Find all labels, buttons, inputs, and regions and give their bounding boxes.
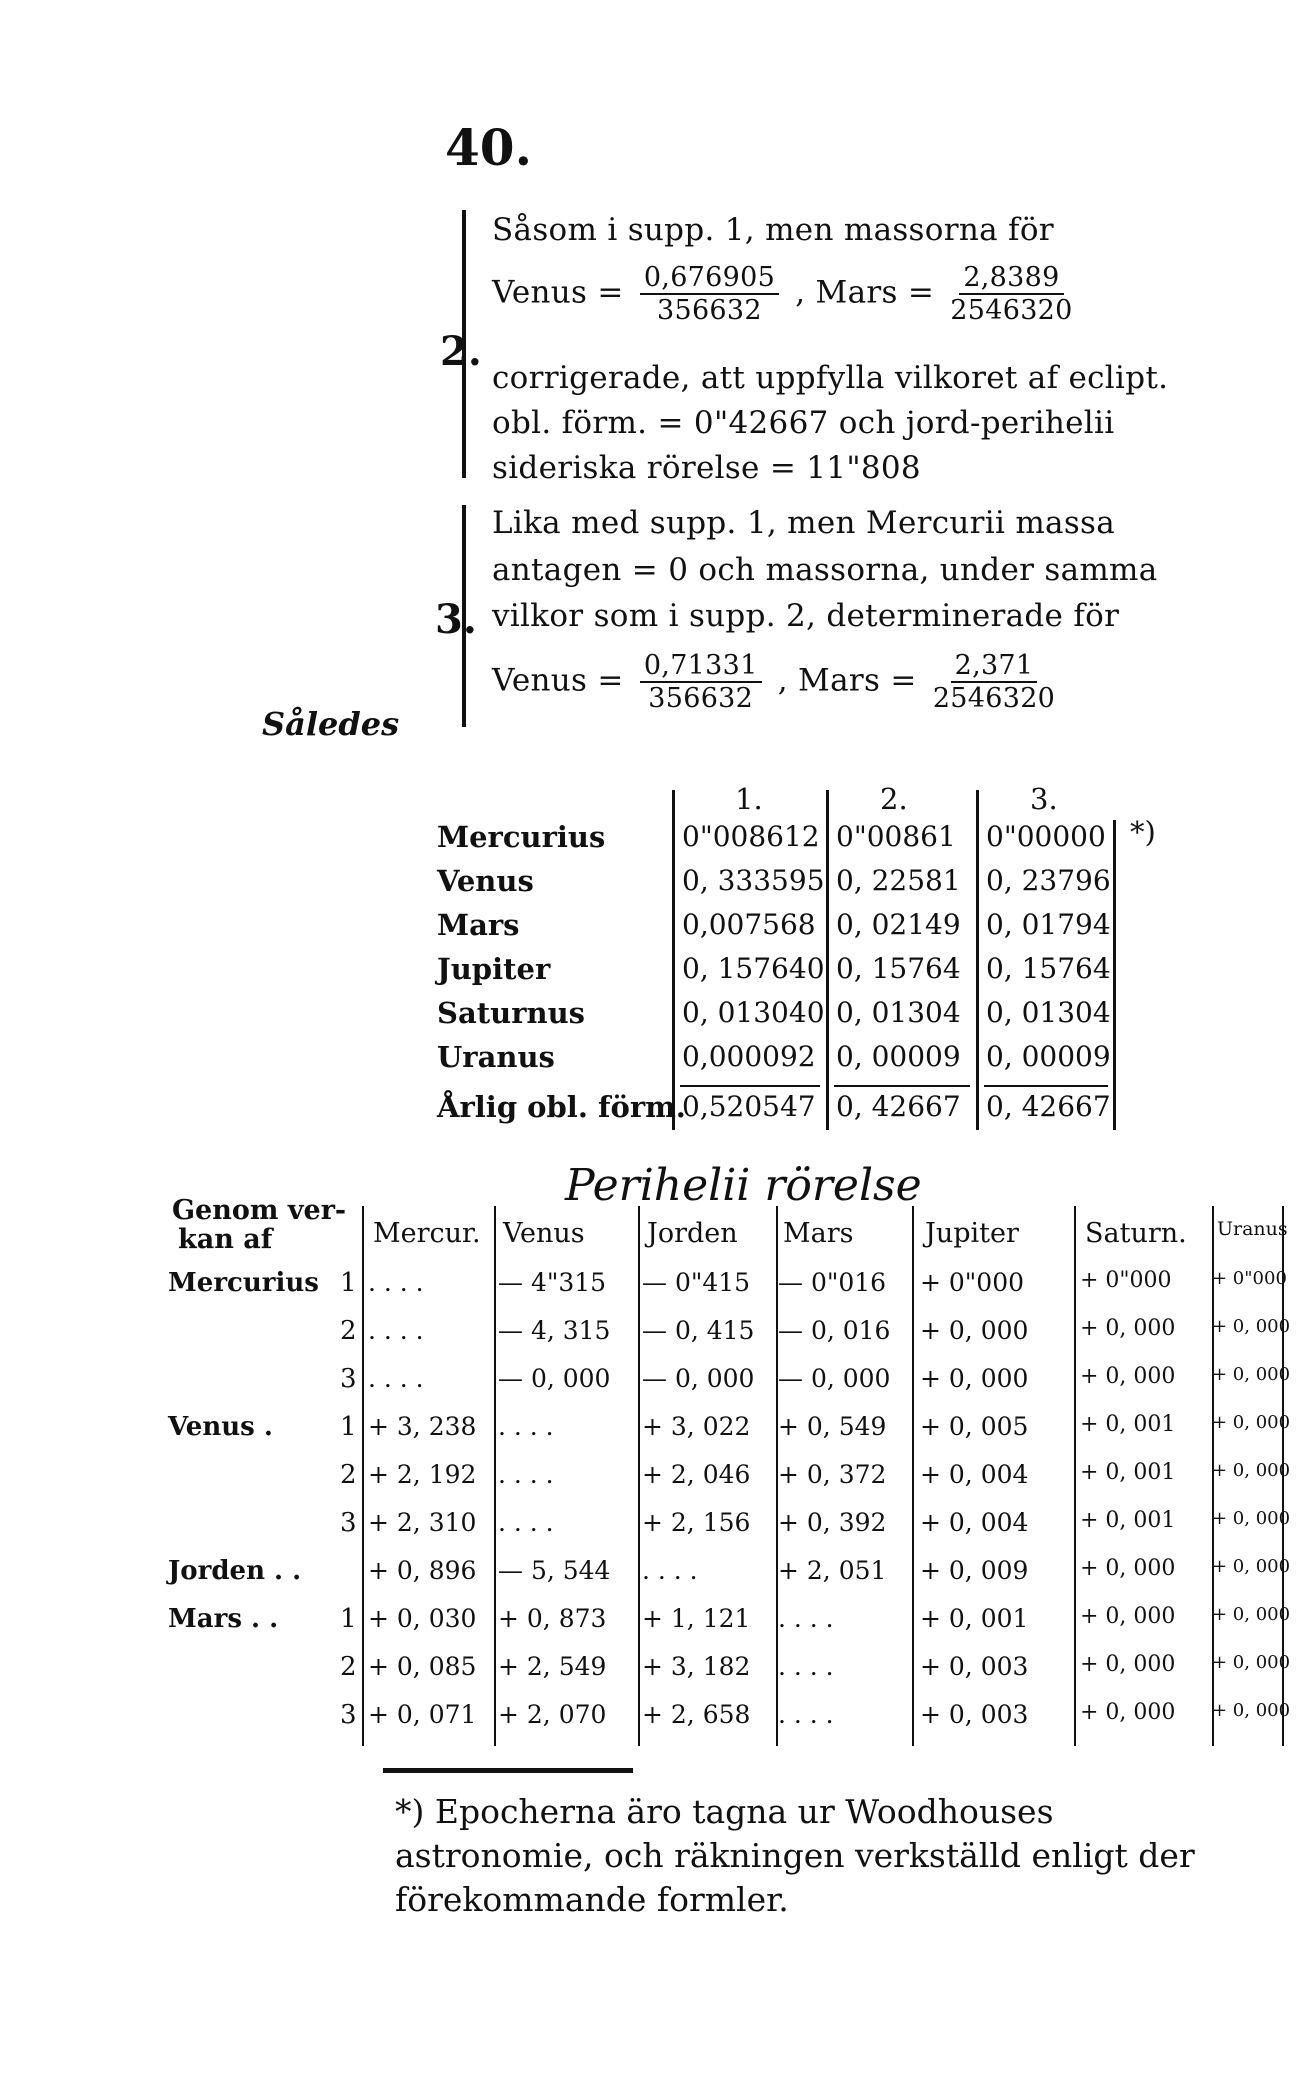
perihelion-col-header: Saturn. bbox=[1085, 1218, 1187, 1249]
masses-cell: 0, 42667 bbox=[836, 1090, 961, 1123]
perihelion-row-group: Mercurius bbox=[168, 1268, 319, 1298]
perihelion-cell: + 0, 005 bbox=[920, 1412, 1029, 1441]
block-2-line-3: corrigerade, att uppfylla vilkoret af eclipt. bbox=[492, 360, 1169, 396]
block-3-label: 3. bbox=[435, 596, 477, 643]
masses-cell: 0, 00009 bbox=[836, 1040, 961, 1073]
perihelion-cell: + 2, 549 bbox=[498, 1652, 607, 1681]
perihelion-cell: + 0, 000 bbox=[1212, 1604, 1291, 1625]
masses-cell: 0, 22581 bbox=[836, 864, 961, 897]
perihelion-cell: + 0, 000 bbox=[1212, 1460, 1291, 1481]
equals-sign: = bbox=[597, 662, 624, 699]
perihelion-cell: — 0"415 bbox=[642, 1268, 751, 1297]
perihelion-rule bbox=[1074, 1206, 1076, 1746]
perihelion-row-sub: 3 bbox=[340, 1508, 357, 1538]
block-2-label: 2. bbox=[440, 328, 482, 375]
perihelion-cell: + 0, 000 bbox=[1080, 1316, 1176, 1341]
perihelion-cell: + 0, 000 bbox=[920, 1364, 1029, 1393]
perihelion-cell: + 0, 000 bbox=[920, 1316, 1029, 1345]
block-2-line-4: obl. förm. = 0"42667 och jord-perihelii bbox=[492, 405, 1115, 441]
masses-cell: 0,000092 bbox=[682, 1040, 816, 1073]
perihelion-rule bbox=[912, 1206, 914, 1746]
masses-cell: 0"00861 bbox=[836, 820, 956, 853]
perihelion-col-header: Jupiter bbox=[925, 1218, 1019, 1249]
perihelion-cell: + 0, 001 bbox=[920, 1604, 1029, 1633]
perihelion-cell: + 0, 000 bbox=[1212, 1700, 1291, 1721]
masses-cell: 0"008612 bbox=[682, 820, 820, 853]
perihelion-row-group: Mars . . bbox=[168, 1604, 279, 1634]
perihelion-cell: . . . . bbox=[778, 1604, 834, 1633]
masses-cell: 0, 42667 bbox=[986, 1090, 1111, 1123]
perihelion-cell: + 0, 000 bbox=[1080, 1700, 1176, 1725]
corner-label-2: kan af bbox=[178, 1224, 273, 1255]
perihelion-cell: + 0, 000 bbox=[1212, 1652, 1291, 1673]
perihelion-rule bbox=[638, 1206, 640, 1746]
perihelion-cell: + 0, 000 bbox=[1212, 1364, 1291, 1385]
perihelion-cell: + 2, 156 bbox=[642, 1508, 751, 1537]
venus-denominator: 356632 bbox=[648, 683, 754, 714]
masses-row-label: Venus bbox=[437, 864, 534, 898]
perihelion-cell: . . . . bbox=[368, 1364, 424, 1393]
perihelion-cell: + 0, 549 bbox=[778, 1412, 887, 1441]
block-2-line-5: sideriska rörelse = 11"808 bbox=[492, 450, 921, 486]
equals-sign: = bbox=[597, 274, 624, 311]
perihelion-cell: + 0, 001 bbox=[1080, 1508, 1176, 1533]
masses-cell: 0, 15764 bbox=[986, 952, 1111, 985]
masses-cell: 0, 02149 bbox=[836, 908, 961, 941]
perihelion-cell: + 0, 071 bbox=[368, 1700, 477, 1729]
perihelion-cell: + 0, 000 bbox=[1212, 1316, 1291, 1337]
perihelion-cell: — 4, 315 bbox=[498, 1316, 611, 1345]
page-number: 40. bbox=[445, 118, 532, 177]
perihelion-cell: . . . . bbox=[498, 1460, 554, 1489]
venus-numerator: 0,676905 bbox=[640, 262, 779, 295]
perihelion-cell: + 0"000 bbox=[1080, 1268, 1172, 1293]
mars-word: , Mars bbox=[777, 662, 881, 699]
masses-row-label: Jupiter bbox=[437, 952, 551, 986]
masses-row-label: Uranus bbox=[437, 1040, 555, 1074]
perihelion-cell: + 0, 000 bbox=[1080, 1604, 1176, 1629]
perihelion-row-sub: 3 bbox=[340, 1700, 357, 1730]
perihelion-cell: . . . . bbox=[642, 1556, 698, 1585]
perihelion-cell: . . . . bbox=[778, 1700, 834, 1729]
perihelion-cell: + 0, 000 bbox=[1080, 1364, 1176, 1389]
perihelion-cell: + 2, 070 bbox=[498, 1700, 607, 1729]
perihelion-row-sub: 1 bbox=[340, 1268, 357, 1298]
footnote: *) Epocherna äro tagna ur Woodhouses astronomie, och räkningen verkställd enligt der förekommande formler. bbox=[395, 1792, 1195, 1919]
masses-row-label: Mercurius bbox=[437, 820, 606, 854]
perihelion-cell: + 0, 030 bbox=[368, 1604, 477, 1633]
masses-col-header: 2. bbox=[880, 782, 908, 816]
perihelion-cell: + 2, 310 bbox=[368, 1508, 477, 1537]
footnote-marker: *) bbox=[1130, 815, 1156, 849]
perihelion-row-sub: 3 bbox=[340, 1364, 357, 1394]
perihelion-title: Perihelii rörelse bbox=[565, 1160, 922, 1211]
mars-numerator: 2,371 bbox=[951, 650, 1038, 683]
perihelion-cell: + 3, 182 bbox=[642, 1652, 751, 1681]
block-2-line-1: Såsom i supp. 1, men massorna för bbox=[492, 212, 1054, 248]
perihelion-cell: + 0, 085 bbox=[368, 1652, 477, 1681]
venus-word: Venus bbox=[492, 662, 588, 699]
venus-numerator: 0,71331 bbox=[640, 650, 762, 683]
equals-sign: = bbox=[907, 274, 935, 311]
perihelion-cell: + 0, 001 bbox=[1080, 1412, 1176, 1437]
masses-cell: 0, 333595 bbox=[682, 864, 825, 897]
perihelion-col-header: Jorden bbox=[647, 1218, 738, 1249]
perihelion-cell: + 0, 004 bbox=[920, 1508, 1029, 1537]
perihelion-cell: + 2, 046 bbox=[642, 1460, 751, 1489]
masses-row-label: Saturnus bbox=[437, 996, 585, 1030]
masses-cell: 0, 01794 bbox=[986, 908, 1111, 941]
perihelion-rule bbox=[494, 1206, 496, 1746]
masses-col-header: 1. bbox=[735, 782, 763, 816]
perihelion-row-sub: 1 bbox=[340, 1412, 357, 1442]
perihelion-cell: + 0, 003 bbox=[920, 1652, 1029, 1681]
masses-row-label: Mars bbox=[437, 908, 520, 942]
perihelion-row-sub: 1 bbox=[340, 1604, 357, 1634]
perihelion-cell: + 0, 392 bbox=[778, 1508, 887, 1537]
perihelion-cell: . . . . bbox=[498, 1412, 554, 1441]
masses-cell: 0, 01304 bbox=[986, 996, 1111, 1029]
venus-word: Venus bbox=[492, 274, 588, 311]
masses-cell: 0, 157640 bbox=[682, 952, 825, 985]
perihelion-cell: + 3, 238 bbox=[368, 1412, 477, 1441]
perihelion-cell: . . . . bbox=[368, 1268, 424, 1297]
side-label: Således bbox=[262, 705, 400, 743]
perihelion-row-group: Venus . bbox=[168, 1412, 273, 1442]
perihelion-row-sub: 2 bbox=[340, 1652, 357, 1682]
masses-cell: 0, 00009 bbox=[986, 1040, 1111, 1073]
perihelion-cell: + 2, 192 bbox=[368, 1460, 477, 1489]
perihelion-cell: — 0"016 bbox=[778, 1268, 887, 1297]
venus-denominator: 356632 bbox=[657, 295, 762, 326]
perihelion-cell: . . . . bbox=[368, 1316, 424, 1345]
footnote-rule bbox=[383, 1768, 633, 1773]
perihelion-col-header: Mars bbox=[783, 1218, 854, 1249]
perihelion-cell: — 5, 544 bbox=[498, 1556, 611, 1585]
perihelion-cell: — 0, 016 bbox=[778, 1316, 891, 1345]
perihelion-cell: — 0, 000 bbox=[778, 1364, 891, 1393]
perihelion-cell: + 0, 004 bbox=[920, 1460, 1029, 1489]
perihelion-cell: — 0, 000 bbox=[642, 1364, 755, 1393]
perihelion-cell: + 0, 000 bbox=[1212, 1412, 1291, 1433]
masses-cell: 0"00000 bbox=[986, 820, 1106, 853]
block-3-line-1: Lika med supp. 1, men Mercurii massa bbox=[492, 505, 1116, 541]
mars-numerator: 2,8389 bbox=[959, 262, 1063, 295]
perihelion-cell: + 0, 000 bbox=[1080, 1652, 1176, 1677]
masses-cell: 0, 01304 bbox=[836, 996, 961, 1029]
equals-sign: = bbox=[890, 662, 917, 699]
perihelion-cell: + 0, 372 bbox=[778, 1460, 887, 1489]
perihelion-cell: + 2, 658 bbox=[642, 1700, 751, 1729]
perihelion-cell: + 0, 896 bbox=[368, 1556, 477, 1585]
perihelion-cell: + 0, 001 bbox=[1080, 1460, 1176, 1485]
perihelion-rule bbox=[362, 1206, 364, 1746]
masses-cell: 0, 013040 bbox=[682, 996, 825, 1029]
perihelion-cell: — 0, 415 bbox=[642, 1316, 755, 1345]
perihelion-row-sub: 2 bbox=[340, 1460, 357, 1490]
masses-cell: 0, 23796 bbox=[986, 864, 1111, 897]
perihelion-cell: + 0, 873 bbox=[498, 1604, 607, 1633]
mars-denominator: 2546320 bbox=[932, 683, 1056, 714]
perihelion-cell: — 4"315 bbox=[498, 1268, 607, 1297]
perihelion-cell: + 3, 022 bbox=[642, 1412, 751, 1441]
perihelion-col-header: Venus bbox=[503, 1218, 585, 1249]
perihelion-cell: + 0, 000 bbox=[1212, 1556, 1291, 1577]
perihelion-col-header: Uranus bbox=[1217, 1218, 1288, 1240]
perihelion-cell: + 0, 009 bbox=[920, 1556, 1029, 1585]
perihelion-cell: + 0, 000 bbox=[1212, 1508, 1291, 1529]
perihelion-row-sub: 2 bbox=[340, 1316, 357, 1346]
perihelion-cell: . . . . bbox=[498, 1508, 554, 1537]
perihelion-col-header: Mercur. bbox=[373, 1218, 481, 1249]
perihelion-row-group: Jorden . . bbox=[168, 1556, 302, 1586]
perihelion-cell: + 2, 051 bbox=[778, 1556, 887, 1585]
corner-label-1: Genom ver- bbox=[172, 1195, 347, 1226]
masses-cell: 0, 15764 bbox=[836, 952, 961, 985]
masses-cell: 0,007568 bbox=[682, 908, 816, 941]
perihelion-cell: + 1, 121 bbox=[642, 1604, 751, 1633]
perihelion-cell: + 0, 003 bbox=[920, 1700, 1029, 1729]
perihelion-cell: + 0, 000 bbox=[1080, 1556, 1176, 1581]
perihelion-cell: — 0, 000 bbox=[498, 1364, 611, 1393]
block-3-line-3: vilkor som i supp. 2, determinerade för bbox=[492, 598, 1120, 634]
masses-row-label: Årlig obl. förm. bbox=[437, 1090, 686, 1124]
masses-col-header: 3. bbox=[1030, 782, 1058, 816]
mars-denominator: 2546320 bbox=[950, 295, 1073, 326]
masses-cell: 0,520547 bbox=[682, 1090, 816, 1123]
perihelion-cell: + 0"000 bbox=[920, 1268, 1025, 1297]
block-3-line-2: antagen = 0 och massorna, under samma bbox=[492, 552, 1158, 588]
perihelion-cell: + 0"000 bbox=[1212, 1268, 1287, 1289]
perihelion-cell: . . . . bbox=[778, 1652, 834, 1681]
mars-word: , Mars bbox=[795, 274, 898, 311]
